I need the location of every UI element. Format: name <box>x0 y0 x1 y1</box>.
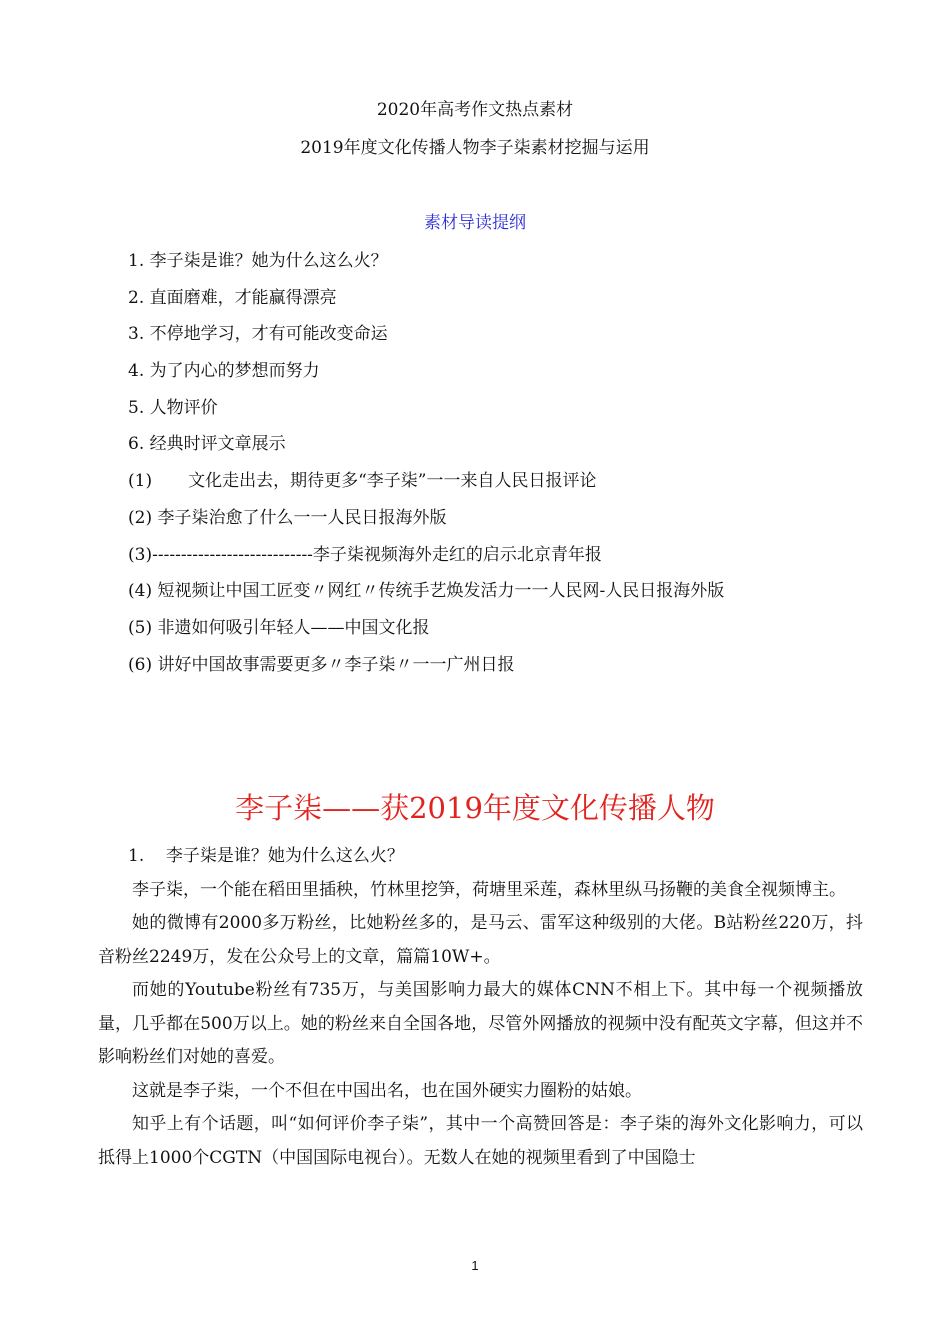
outline-sub-text: 非遗如何吸引年轻人——中国文化报 <box>152 617 430 638</box>
outline-sub-item <box>128 610 724 647</box>
outline-sub-number: (6) <box>128 654 153 675</box>
section-sub-heading: 1. 李子柒是谁？她为什么这么火？ <box>128 846 404 866</box>
outline-sub-item <box>128 500 724 537</box>
outline-sub-number: (3) <box>128 544 153 565</box>
document-title: 2020年高考作文热点素材 <box>376 100 574 120</box>
document-subtitle: 2019年度文化传播人物李子柒素材挖掘与运用 <box>300 138 650 158</box>
body-paragraph: 她的微博有2000多万粉丝，比她粉丝多的，是马云、雷军这种级别的大佬。B站粉丝220万，抖音粉丝2249万，发在公众号上的文章，篇篇10W+。 <box>98 913 863 967</box>
body-paragraph: 而她的Youtube粉丝有735万，与美国影响力最大的媒体CNN不相上下。其中每一个视频播放量，几乎都在500万以上。她的粉丝来自全国各地，尽管外网播放的视频中没有配英文字幕，但这并不影响粉丝们对她的喜爱。 <box>98 980 863 1067</box>
outline-item: 2. 直面磨难，才能赢得漂亮 <box>128 287 337 308</box>
outline-sub-item <box>128 647 724 684</box>
outline-sub-item <box>128 573 724 610</box>
section-body <box>98 840 863 1175</box>
page-number: 1 <box>471 1258 479 1273</box>
outline-sub-text: ----------------------------李子柒视频海外走红的启示北京青年报 <box>152 544 602 565</box>
outline-sub-number: (1) <box>128 471 153 492</box>
outline-sub-text: 李子柒治愈了什么一一人民日报海外版 <box>152 507 447 528</box>
outline-sub-text: 讲好中国故事需要更多〃李子柒〃一一广州日报 <box>152 654 515 675</box>
outline-heading: 素材导读提纲 <box>424 213 526 233</box>
outline-item: 4. 为了内心的梦想而努力 <box>128 361 320 382</box>
outline-sub-item <box>128 537 724 574</box>
outline-list <box>128 243 724 683</box>
outline-sub-item <box>128 463 724 500</box>
outline-item: 6. 经典时评文章展示 <box>128 434 286 455</box>
outline-sub-number: (4) <box>128 581 153 602</box>
outline-sub-number: (2) <box>128 507 153 528</box>
outline-item: 5. 人物评价 <box>128 397 218 418</box>
outline-sub-number: (5) <box>128 617 153 638</box>
outline-sub-text: 文化走出去，期待更多“李子柒”一一来自人民日报评论 <box>188 471 597 492</box>
outline-item: 3. 不停地学习，才有可能改变命运 <box>128 324 388 345</box>
outline-item: 1. 李子柒是谁？她为什么这么火？ <box>128 251 388 271</box>
body-paragraph: 这就是李子柒，一个不但在中国出名，也在国外硬实力圈粉的姑娘。 <box>132 1080 642 1101</box>
section-heading: 李子柒——获2019年度文化传播人物 <box>235 791 715 825</box>
body-paragraph: 李子柒，一个能在稻田里插秧，竹林里挖笋，荷塘里采莲，森林里纵马扬鞭的美食全视频博主。 <box>132 879 846 900</box>
outline-sub-text: 短视频让中国工匠变〃网红〃传统手艺焕发活力一一人民网-人民日报海外版 <box>152 581 725 602</box>
body-paragraph: 知乎上有个话题，叫“如何评价李子柒”，其中一个高赞回答是：李子柒的海外文化影响力，可以抵得上1000个CGTN（中国国际电视台）。无数人在她的视频里看到了中国隐士 <box>98 1114 863 1168</box>
